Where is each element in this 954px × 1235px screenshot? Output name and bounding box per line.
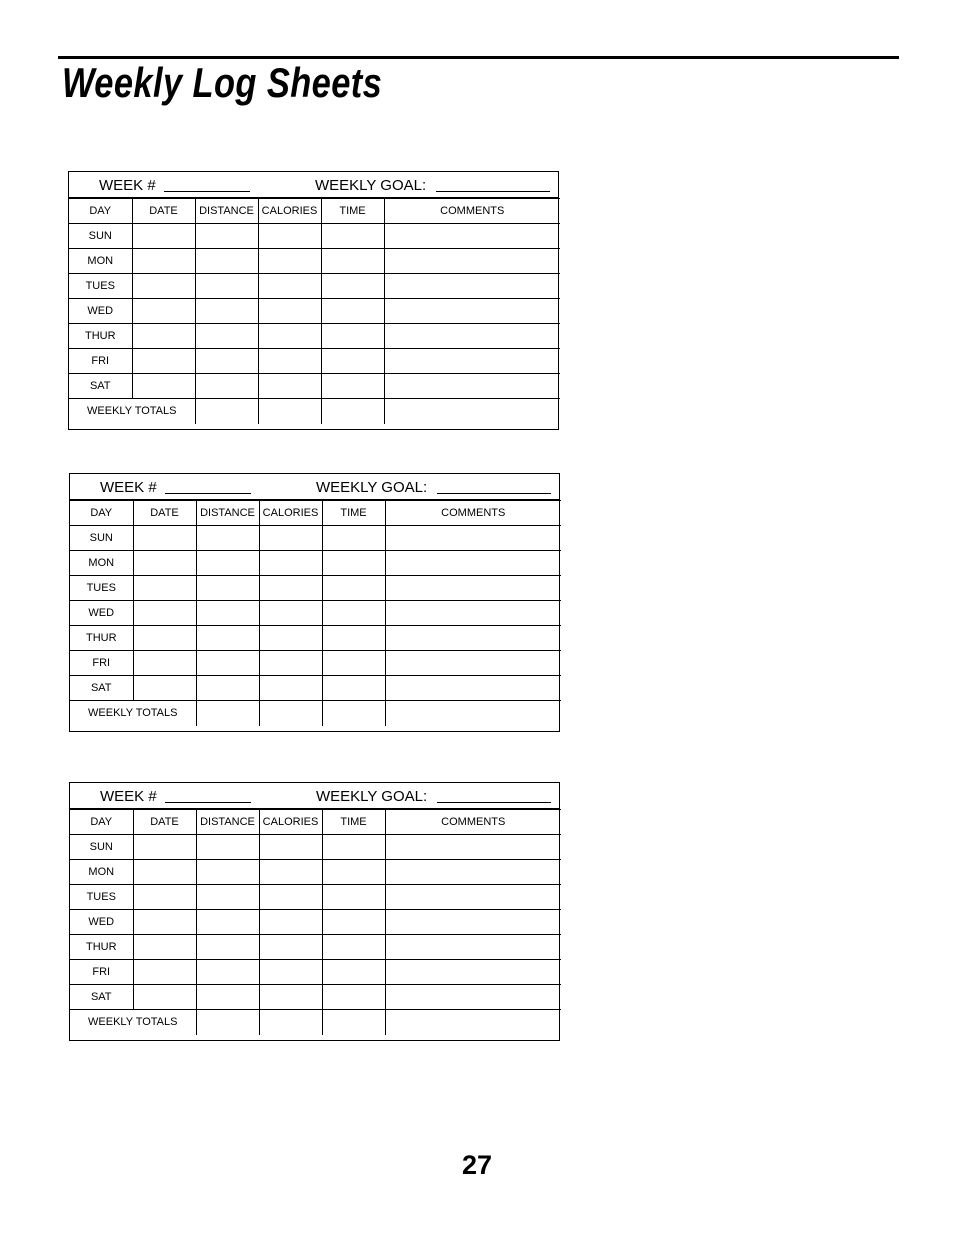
entry-cell-time[interactable] xyxy=(322,551,385,576)
entry-cell-comments[interactable] xyxy=(384,249,560,274)
entry-cell-calories[interactable] xyxy=(259,835,322,860)
day-label: SUN xyxy=(70,835,133,860)
entry-cell-time[interactable] xyxy=(321,274,384,299)
entry-cell-calories[interactable] xyxy=(259,935,322,960)
entry-cell-time[interactable] xyxy=(321,324,384,349)
table-row xyxy=(70,885,561,910)
column-header-date: DATE xyxy=(133,501,196,526)
entry-cell-distance[interactable] xyxy=(195,349,258,374)
entry-cell-time[interactable] xyxy=(321,374,384,399)
entry-cell-comments[interactable] xyxy=(385,576,561,601)
entry-cell-distance[interactable] xyxy=(195,249,258,274)
entry-cell-comments[interactable] xyxy=(385,626,561,651)
log-sheet-3 xyxy=(69,782,560,1041)
entry-cell-date[interactable] xyxy=(133,910,196,935)
table-row xyxy=(69,374,560,399)
column-header-distance: DISTANCE xyxy=(196,810,259,835)
day-label: MON xyxy=(70,860,133,885)
entry-cell-time[interactable] xyxy=(321,349,384,374)
week-number-label: WEEK # xyxy=(100,479,157,496)
sheet-header xyxy=(69,172,558,198)
entry-cell-date[interactable] xyxy=(132,324,195,349)
entry-cell-comments[interactable] xyxy=(384,299,560,324)
day-label: SAT xyxy=(70,676,133,701)
day-label: SUN xyxy=(69,224,132,249)
entry-cell-time[interactable] xyxy=(321,249,384,274)
entry-cell-comments[interactable] xyxy=(385,651,561,676)
entry-cell-date[interactable] xyxy=(132,249,195,274)
entry-cell-date[interactable] xyxy=(132,349,195,374)
entry-cell-date[interactable] xyxy=(133,526,196,551)
day-label: FRI xyxy=(69,349,132,374)
weekly-goal-field[interactable] xyxy=(437,493,551,494)
column-header-row xyxy=(70,501,561,526)
entry-cell-comments[interactable] xyxy=(384,224,560,249)
total-cell-calories[interactable] xyxy=(259,701,322,726)
entry-cell-calories[interactable] xyxy=(258,224,321,249)
sheet-header xyxy=(70,474,559,500)
entry-cell-time[interactable] xyxy=(321,224,384,249)
total-cell-comments[interactable] xyxy=(385,701,561,726)
entry-cell-calories[interactable] xyxy=(259,860,322,885)
entry-cell-date[interactable] xyxy=(133,576,196,601)
entry-cell-comments[interactable] xyxy=(384,274,560,299)
day-label: SAT xyxy=(69,374,132,399)
day-label: SAT xyxy=(70,985,133,1010)
sheet-header xyxy=(70,783,559,809)
entry-cell-date[interactable] xyxy=(133,651,196,676)
entry-cell-distance[interactable] xyxy=(196,601,259,626)
entry-cell-date[interactable] xyxy=(133,960,196,985)
day-label: MON xyxy=(70,551,133,576)
entry-cell-comments[interactable] xyxy=(385,601,561,626)
entry-cell-time[interactable] xyxy=(322,860,385,885)
entry-cell-calories[interactable] xyxy=(259,910,322,935)
weekly-goal-label: WEEKLY GOAL: xyxy=(316,788,428,805)
entry-cell-distance[interactable] xyxy=(195,374,258,399)
entry-cell-distance[interactable] xyxy=(196,551,259,576)
table-row xyxy=(70,860,561,885)
log-sheet-2 xyxy=(69,473,560,732)
table-row xyxy=(70,601,561,626)
entry-cell-distance[interactable] xyxy=(196,910,259,935)
column-header-comments: COMMENTS xyxy=(384,199,560,224)
column-header-distance: DISTANCE xyxy=(196,501,259,526)
total-cell-distance[interactable] xyxy=(196,1010,259,1035)
column-header-date: DATE xyxy=(132,199,195,224)
total-cell-distance[interactable] xyxy=(195,399,258,424)
table-row xyxy=(70,910,561,935)
entry-cell-time[interactable] xyxy=(322,935,385,960)
column-header-day: DAY xyxy=(70,810,133,835)
entry-cell-distance[interactable] xyxy=(195,299,258,324)
week-number-label: WEEK # xyxy=(100,788,157,805)
entry-cell-date[interactable] xyxy=(132,224,195,249)
entry-cell-comments[interactable] xyxy=(385,885,561,910)
log-table xyxy=(70,500,561,726)
day-label: THUR xyxy=(70,626,133,651)
entry-cell-time[interactable] xyxy=(322,601,385,626)
column-header-comments: COMMENTS xyxy=(385,810,561,835)
entry-cell-comments[interactable] xyxy=(385,551,561,576)
log-table xyxy=(69,198,560,424)
column-header-date: DATE xyxy=(133,810,196,835)
entry-cell-distance[interactable] xyxy=(195,324,258,349)
day-label: MON xyxy=(69,249,132,274)
entry-cell-comments[interactable] xyxy=(385,526,561,551)
page-title: Weekly Log Sheets xyxy=(62,59,383,106)
entry-cell-distance[interactable] xyxy=(196,626,259,651)
entry-cell-date[interactable] xyxy=(133,860,196,885)
entry-cell-distance[interactable] xyxy=(196,985,259,1010)
table-row xyxy=(70,626,561,651)
entry-cell-comments[interactable] xyxy=(385,676,561,701)
table-row xyxy=(70,985,561,1010)
entry-cell-comments[interactable] xyxy=(385,935,561,960)
day-label: THUR xyxy=(69,324,132,349)
entry-cell-date[interactable] xyxy=(133,626,196,651)
table-row xyxy=(70,960,561,985)
entry-cell-distance[interactable] xyxy=(196,576,259,601)
table-row xyxy=(70,551,561,576)
day-label: WED xyxy=(69,299,132,324)
table-row xyxy=(70,576,561,601)
table-row xyxy=(69,349,560,374)
day-label: TUES xyxy=(70,576,133,601)
entry-cell-date[interactable] xyxy=(133,676,196,701)
day-label: SUN xyxy=(70,526,133,551)
day-label: TUES xyxy=(69,274,132,299)
entry-cell-time[interactable] xyxy=(322,835,385,860)
entry-cell-comments[interactable] xyxy=(385,910,561,935)
day-label: TUES xyxy=(70,885,133,910)
entry-cell-comments[interactable] xyxy=(384,349,560,374)
entry-cell-distance[interactable] xyxy=(196,526,259,551)
total-cell-time[interactable] xyxy=(322,1010,385,1035)
entry-cell-comments[interactable] xyxy=(384,324,560,349)
entry-cell-comments[interactable] xyxy=(385,860,561,885)
entry-cell-date[interactable] xyxy=(133,835,196,860)
entry-cell-distance[interactable] xyxy=(196,860,259,885)
day-label: WED xyxy=(70,910,133,935)
entry-cell-time[interactable] xyxy=(321,299,384,324)
column-header-day: DAY xyxy=(70,501,133,526)
table-row xyxy=(70,935,561,960)
entry-cell-date[interactable] xyxy=(133,551,196,576)
week-number-field[interactable] xyxy=(165,802,251,803)
total-cell-time[interactable] xyxy=(321,399,384,424)
weekly-totals-row xyxy=(70,1010,561,1035)
column-header-distance: DISTANCE xyxy=(195,199,258,224)
entry-cell-time[interactable] xyxy=(322,885,385,910)
log-table xyxy=(70,809,561,1035)
table-row xyxy=(70,526,561,551)
total-cell-calories[interactable] xyxy=(259,1010,322,1035)
entry-cell-calories[interactable] xyxy=(258,324,321,349)
table-row xyxy=(69,299,560,324)
entry-cell-distance[interactable] xyxy=(196,960,259,985)
entry-cell-comments[interactable] xyxy=(384,374,560,399)
total-cell-calories[interactable] xyxy=(258,399,321,424)
week-number-field[interactable] xyxy=(165,493,251,494)
entry-cell-comments[interactable] xyxy=(385,835,561,860)
column-header-day: DAY xyxy=(69,199,132,224)
entry-cell-time[interactable] xyxy=(322,910,385,935)
weekly-goal-label: WEEKLY GOAL: xyxy=(315,177,427,194)
entry-cell-comments[interactable] xyxy=(385,960,561,985)
entry-cell-calories[interactable] xyxy=(258,249,321,274)
entry-cell-distance[interactable] xyxy=(196,885,259,910)
weekly-totals-row xyxy=(70,701,561,726)
entry-cell-date[interactable] xyxy=(133,885,196,910)
weekly-goal-field[interactable] xyxy=(436,191,550,192)
entry-cell-calories[interactable] xyxy=(259,576,322,601)
entry-cell-calories[interactable] xyxy=(259,601,322,626)
table-row xyxy=(70,835,561,860)
weekly-goal-label: WEEKLY GOAL: xyxy=(316,479,428,496)
table-row xyxy=(70,676,561,701)
weekly-totals-label: WEEKLY TOTALS xyxy=(70,1010,196,1035)
column-header-time: TIME xyxy=(322,501,385,526)
entry-cell-calories[interactable] xyxy=(259,626,322,651)
day-label: FRI xyxy=(70,651,133,676)
entry-cell-date[interactable] xyxy=(132,299,195,324)
entry-cell-date[interactable] xyxy=(132,274,195,299)
entry-cell-time[interactable] xyxy=(322,651,385,676)
entry-cell-calories[interactable] xyxy=(258,349,321,374)
table-row xyxy=(69,224,560,249)
entry-cell-calories[interactable] xyxy=(259,885,322,910)
total-cell-distance[interactable] xyxy=(196,701,259,726)
entry-cell-distance[interactable] xyxy=(195,224,258,249)
day-label: WED xyxy=(70,601,133,626)
entry-cell-date[interactable] xyxy=(133,935,196,960)
entry-cell-calories[interactable] xyxy=(258,374,321,399)
entry-cell-distance[interactable] xyxy=(196,835,259,860)
day-label: FRI xyxy=(70,960,133,985)
entry-cell-calories[interactable] xyxy=(259,551,322,576)
column-header-time: TIME xyxy=(322,810,385,835)
week-number-field[interactable] xyxy=(164,191,250,192)
entry-cell-comments[interactable] xyxy=(385,985,561,1010)
column-header-comments: COMMENTS xyxy=(385,501,561,526)
table-row xyxy=(70,651,561,676)
column-header-row xyxy=(69,199,560,224)
weekly-totals-label: WEEKLY TOTALS xyxy=(69,399,195,424)
table-row xyxy=(69,274,560,299)
entry-cell-distance[interactable] xyxy=(196,935,259,960)
entry-cell-distance[interactable] xyxy=(195,274,258,299)
entry-cell-time[interactable] xyxy=(322,676,385,701)
entry-cell-calories[interactable] xyxy=(259,526,322,551)
entry-cell-distance[interactable] xyxy=(196,651,259,676)
entry-cell-calories[interactable] xyxy=(259,985,322,1010)
weekly-totals-row xyxy=(69,399,560,424)
table-row xyxy=(69,249,560,274)
column-header-calories: CALORIES xyxy=(258,199,321,224)
weekly-totals-label: WEEKLY TOTALS xyxy=(70,701,196,726)
column-header-calories: CALORIES xyxy=(259,810,322,835)
entry-cell-calories[interactable] xyxy=(259,676,322,701)
entry-cell-time[interactable] xyxy=(322,985,385,1010)
entry-cell-distance[interactable] xyxy=(196,676,259,701)
entry-cell-date[interactable] xyxy=(133,601,196,626)
entry-cell-calories[interactable] xyxy=(258,299,321,324)
weekly-goal-field[interactable] xyxy=(437,802,551,803)
entry-cell-calories[interactable] xyxy=(258,274,321,299)
column-header-calories: CALORIES xyxy=(259,501,322,526)
week-number-label: WEEK # xyxy=(99,177,156,194)
table-row xyxy=(69,324,560,349)
entry-cell-time[interactable] xyxy=(322,960,385,985)
entry-cell-time[interactable] xyxy=(322,626,385,651)
entry-cell-date[interactable] xyxy=(132,374,195,399)
log-sheet-1 xyxy=(68,171,559,430)
entry-cell-date[interactable] xyxy=(133,985,196,1010)
total-cell-comments[interactable] xyxy=(385,1010,561,1035)
entry-cell-time[interactable] xyxy=(322,526,385,551)
page-number: 27 xyxy=(461,1150,493,1180)
day-label: THUR xyxy=(70,935,133,960)
column-header-row xyxy=(70,810,561,835)
entry-cell-time[interactable] xyxy=(322,576,385,601)
total-cell-time[interactable] xyxy=(322,701,385,726)
entry-cell-calories[interactable] xyxy=(259,651,322,676)
entry-cell-calories[interactable] xyxy=(259,960,322,985)
total-cell-comments[interactable] xyxy=(384,399,560,424)
column-header-time: TIME xyxy=(321,199,384,224)
